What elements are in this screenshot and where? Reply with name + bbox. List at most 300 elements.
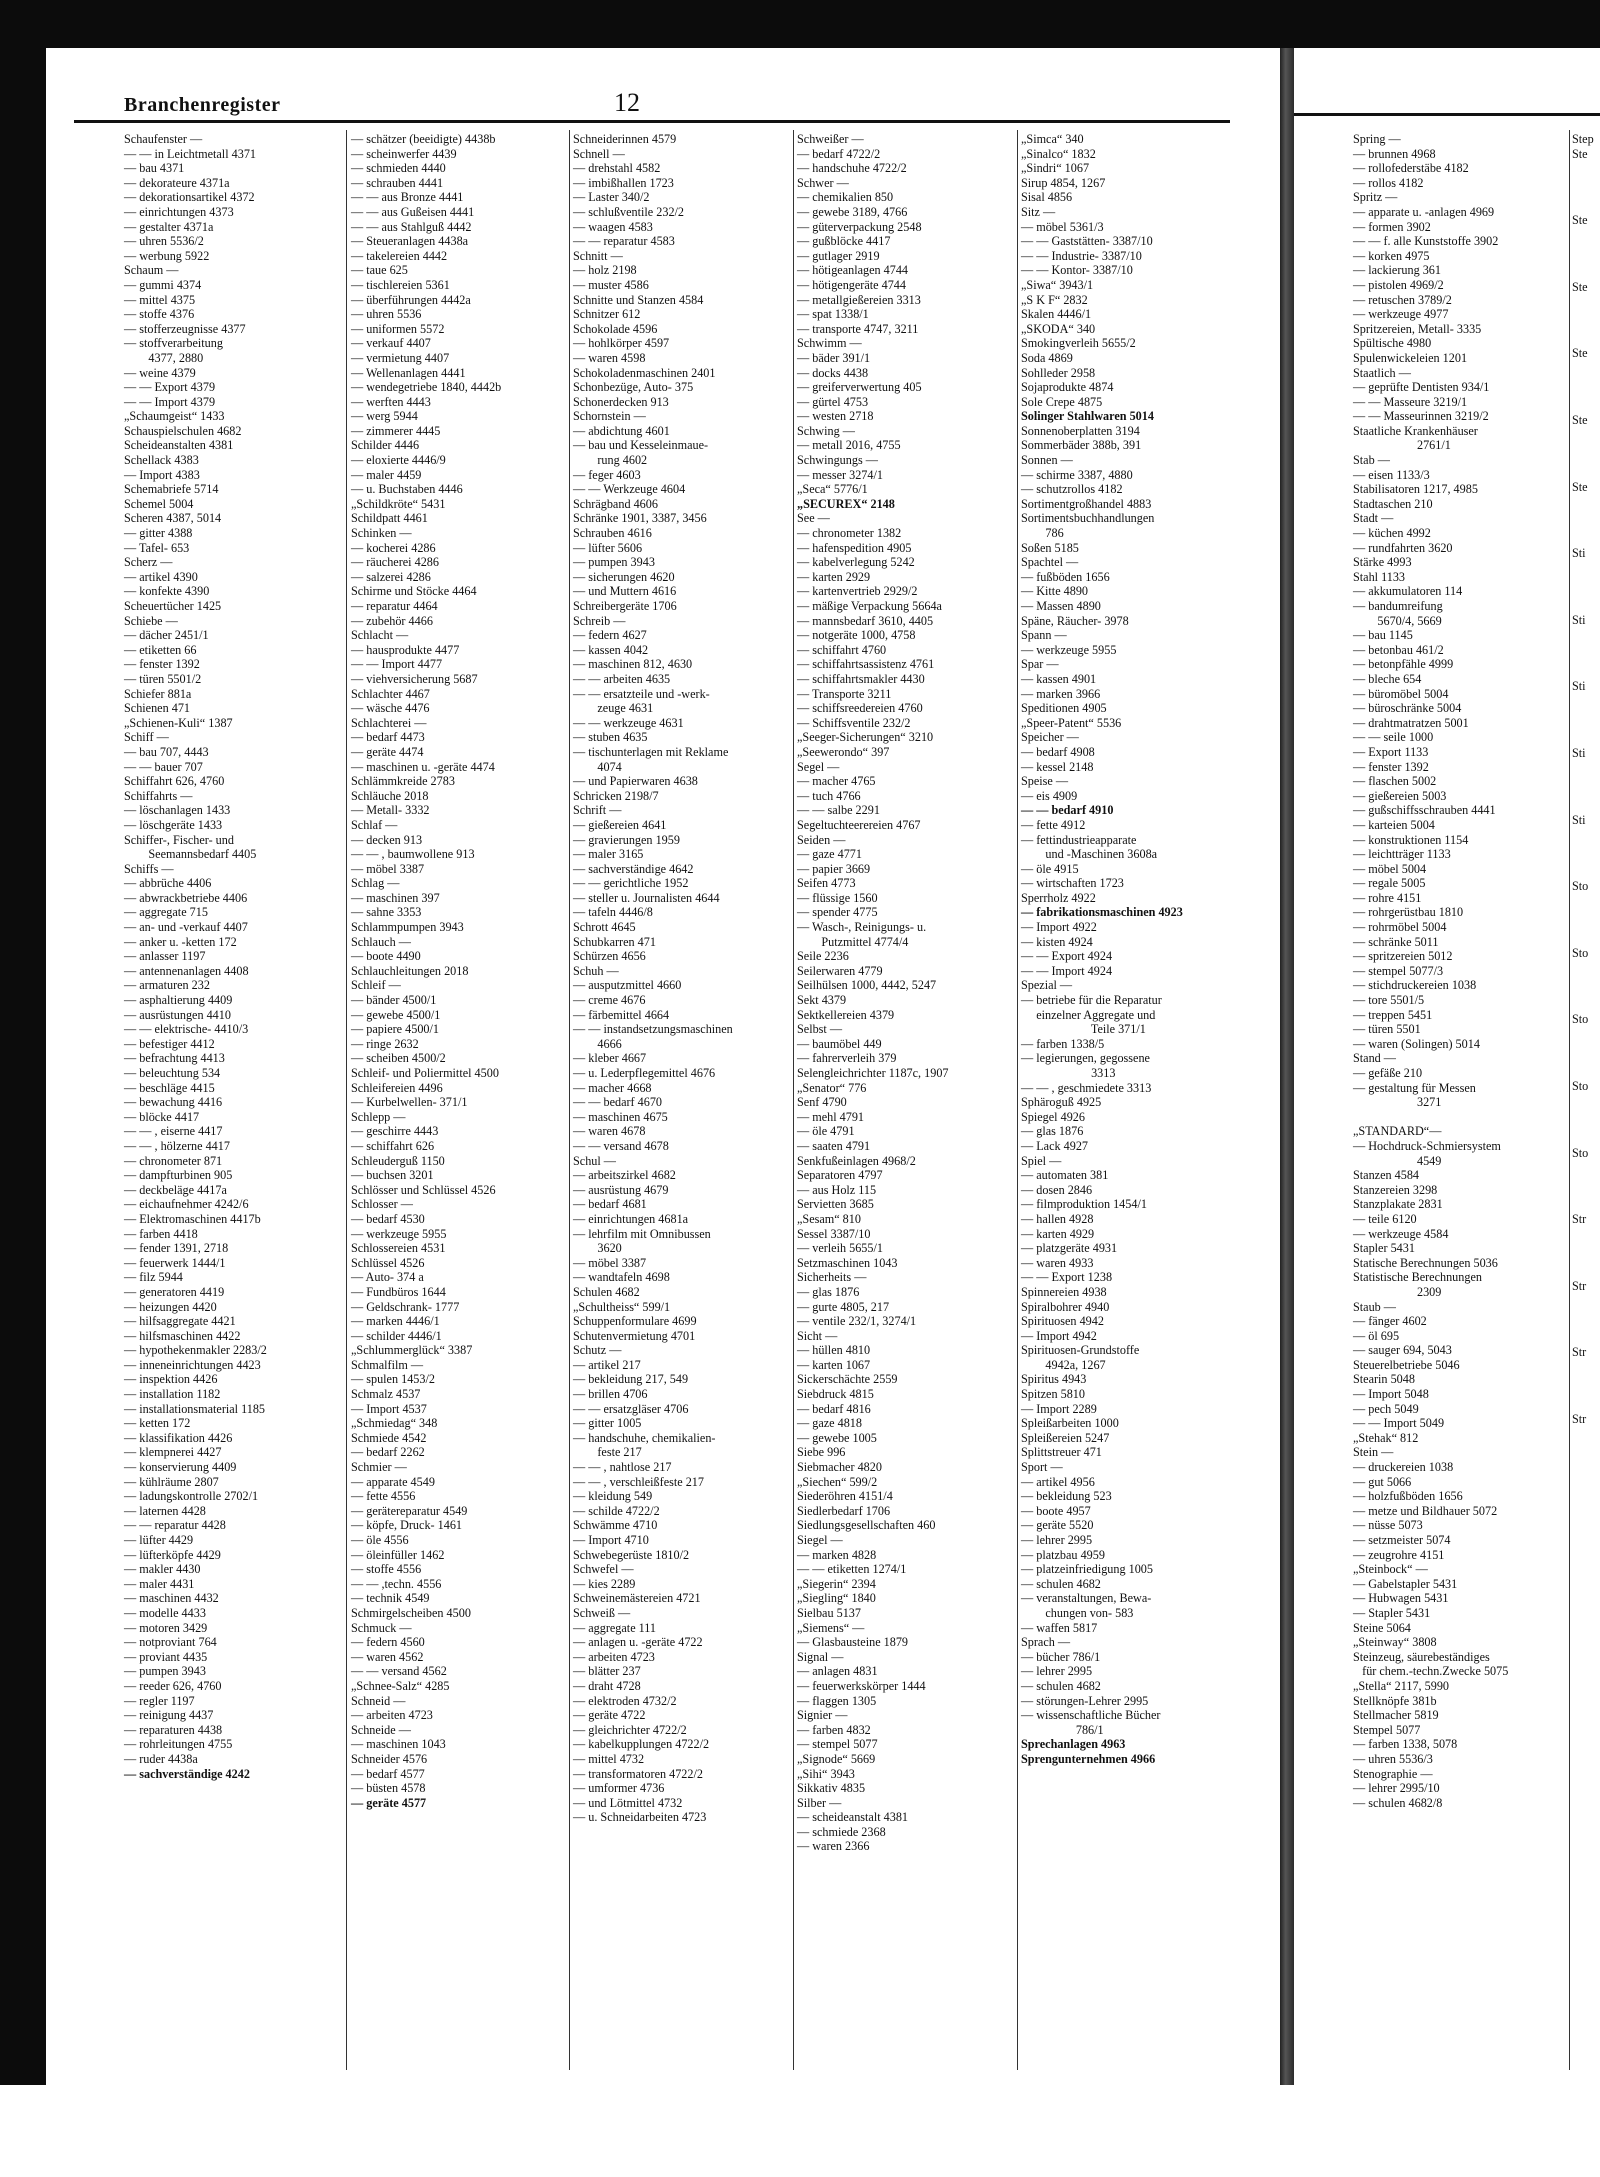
column-divider	[1569, 130, 1570, 2070]
index-entry: — spender 4775	[797, 905, 878, 920]
index-entry: — handschuhe 4722/2	[797, 161, 907, 176]
index-entry: — öle 4556	[351, 1533, 409, 1547]
index-entry: — küchen 4992	[1353, 526, 1431, 541]
index-entry: „Simca“ 340	[1021, 132, 1084, 146]
index-entry: Schiffahrt 626, 4760	[124, 774, 225, 789]
index-entry: — klempnerei 4427	[124, 1445, 222, 1460]
index-entry: — eloxierte 4446/9	[351, 453, 446, 468]
index-entry: „Seewerondo“ 397	[797, 744, 890, 759]
index-entry: Spritzereien, Metall- 3335	[1353, 321, 1482, 336]
index-entry: „Speer-Patent“ 5536	[1021, 715, 1122, 730]
index-entry: Sole Crepe 4875	[1021, 394, 1103, 409]
index-entry: — — Export 1238	[1021, 1270, 1113, 1285]
index-entry: Sojaprodukte 4874	[1021, 380, 1114, 395]
index-entry: — schilde 4722/2	[573, 1503, 660, 1518]
index-entry: — boote 4490	[351, 949, 421, 964]
index-entry: — lüfter 4429	[124, 1533, 194, 1547]
index-entry: — kisten 4924	[1021, 934, 1093, 949]
index-entry: — konstruktionen 1154	[1353, 832, 1469, 847]
index-entry: — farben 1338/5	[1021, 1036, 1105, 1051]
index-entry: und -Maschinen 3608a	[1021, 847, 1158, 862]
index-entry: — hafenspedition 4905	[797, 540, 912, 555]
index-entry: — Transporte 3211	[797, 686, 892, 701]
index-entry: „Schildkröte“ 5431	[351, 496, 446, 511]
index-entry-partial: Str	[1572, 1278, 1587, 1293]
index-entry: Schlossereien 4531	[351, 1241, 446, 1256]
index-entry: Sicht —	[797, 1328, 838, 1343]
index-entry: — gurte 4805, 217	[797, 1299, 890, 1314]
index-entry: Schmalfilm —	[351, 1357, 424, 1372]
index-entry: — kabelverlegung 5242	[797, 555, 915, 570]
index-entry: — takelereien 4442	[351, 248, 448, 263]
index-entry-partial: Sto	[1572, 1078, 1589, 1093]
index-entry: — schulen 4682	[1021, 1576, 1101, 1591]
index-entry: Stanzen 4584	[1353, 1168, 1420, 1183]
index-entry: — — arbeiten 4635	[573, 671, 671, 686]
index-entry: — regale 5005	[1353, 876, 1426, 891]
index-entry: — und Papierwaren 4638	[573, 774, 698, 789]
index-entry: — Kurbelwellen- 371/1	[351, 1095, 468, 1110]
index-entry: — scheideanstalt 4381	[797, 1810, 909, 1825]
index-entry: — transporte 4747, 3211	[797, 321, 919, 336]
index-entry: — überführungen 4442a	[351, 292, 471, 307]
index-entry: — holz 2198	[573, 263, 637, 278]
index-entry-partial: Ste	[1572, 412, 1588, 427]
index-entry: — betonpfähle 4999	[1353, 657, 1454, 672]
index-entry: — leichtträger 1133	[1353, 847, 1451, 862]
index-entry: — hüllen 4810	[797, 1343, 871, 1358]
index-entry: — und Muttern 4616	[573, 584, 677, 599]
index-entry: — dosen 2846	[1021, 1182, 1093, 1197]
index-entry: — rohre 4151	[1353, 890, 1422, 905]
index-entry: — — werkzeuge 4631	[573, 715, 684, 730]
index-entry: — — bedarf 4910	[1021, 803, 1114, 818]
index-entry: Soßen 5185	[1021, 540, 1079, 555]
index-entry: — bücher 786/1	[1021, 1649, 1101, 1664]
scan-left-border	[0, 0, 46, 2177]
index-entry: — feuerwerk 1444/1	[124, 1255, 226, 1270]
index-entry: — rohrmöbel 5004	[1353, 920, 1447, 935]
index-entry: Schnell —	[573, 146, 625, 161]
index-entry: — artikel 4390	[124, 569, 198, 584]
index-entry: Selengleichrichter 1187c, 1907	[797, 1066, 949, 1080]
index-entry: Sekt 4379	[797, 993, 847, 1008]
index-entry: — hausprodukte 4477	[351, 642, 460, 657]
index-entry: Schmalz 4537	[351, 1387, 421, 1402]
index-entry: Schürzen 4656	[573, 949, 646, 964]
index-entry: — — Import 5049	[1353, 1416, 1445, 1431]
index-entry: Schutenvermietung 4701	[573, 1328, 696, 1343]
index-entry: — fette 4556	[351, 1489, 416, 1504]
index-entry: — bau 4371	[124, 161, 185, 176]
index-entry: — kartenvertrieb 2929/2	[797, 584, 918, 599]
index-entry: — wirtschaften 1723	[1021, 876, 1124, 891]
index-entry: — rollos 4182	[1353, 175, 1424, 190]
index-entry: Schlaf —	[351, 817, 398, 832]
index-entry: Schlösser und Schlüssel 4526	[351, 1182, 496, 1197]
scan-bottom-margin	[0, 2085, 1600, 2177]
index-entry: — schätzer (beeidigte) 4438b	[351, 132, 496, 146]
index-entry: — bedarf 4577	[351, 1766, 425, 1781]
index-entry: — hallen 4928	[1021, 1211, 1094, 1226]
index-entry: — transformatoren 4722/2	[573, 1766, 703, 1781]
index-entry: Silber —	[797, 1795, 842, 1810]
index-entry: Schweiß —	[573, 1605, 631, 1620]
index-entry: — gewebe 4500/1	[351, 1007, 441, 1022]
index-entry: — maschinen 1043	[351, 1737, 446, 1752]
index-entry: — gießereien 4641	[573, 817, 667, 832]
index-entry: für chem.-techn.Zwecke 5075	[1353, 1664, 1509, 1679]
index-entry: Schiebe —	[124, 613, 178, 628]
index-entry	[1353, 1110, 1588, 1125]
index-entry: — brunnen 4968	[1353, 146, 1436, 161]
index-entry: Schulen 4682	[573, 1284, 640, 1299]
index-entry: Scheideanstalten 4381	[124, 438, 234, 453]
index-entry: — maschinen 812, 4630	[573, 657, 693, 672]
index-entry: — reinigung 4437	[124, 1708, 214, 1723]
index-entry: — federn 4627	[573, 628, 647, 643]
index-entry: — kocherei 4286	[351, 540, 436, 555]
index-entry: — heizungen 4420	[124, 1299, 217, 1314]
index-entry: — Import 5048	[1353, 1387, 1429, 1402]
index-entry: — antennenanlagen 4408	[124, 963, 249, 978]
index-entry: Sommerbäder 388b, 391	[1021, 438, 1142, 453]
index-entry: Stenographie —	[1353, 1766, 1433, 1781]
index-entry: — werkzeuge 4977	[1353, 307, 1449, 322]
index-entry: — — Werkzeuge 4604	[573, 482, 686, 497]
index-entry: Schornstein —	[573, 409, 646, 424]
index-entry: — und Lötmittel 4732	[573, 1795, 683, 1810]
index-entry: — regler 1197	[124, 1693, 195, 1708]
index-entry: Schrott 4645	[573, 920, 636, 935]
index-entry: „Schmiedag“ 348	[351, 1416, 438, 1431]
index-entry: — ketten 172	[124, 1416, 191, 1431]
index-entry: Teile 371/1	[1021, 1022, 1146, 1037]
index-entry: Stahl 1133	[1353, 569, 1406, 584]
index-entry: Spitzen 5810	[1021, 1387, 1085, 1402]
index-entry: — wissenschaftliche Bücher	[1021, 1708, 1161, 1723]
index-entry: Schrift —	[573, 803, 622, 818]
index-entry: Schlachter 4467	[351, 686, 430, 701]
index-entry: — Kitte 4890	[1021, 584, 1089, 599]
index-entry: — türen 5501	[1353, 1022, 1421, 1037]
index-entry: Sperrholz 4922	[1021, 890, 1096, 905]
index-entry: Schlepp —	[351, 1109, 406, 1124]
index-entry: — glas 1876	[797, 1284, 860, 1299]
index-entry: — uhren 5536/2	[124, 234, 204, 249]
index-entry: — sauger 694, 5043	[1353, 1343, 1452, 1358]
index-entry-partial: Sto	[1572, 945, 1589, 960]
index-entry: Schildpatt 4461	[351, 511, 428, 526]
index-entry-partial: Sti	[1572, 546, 1586, 561]
index-entry: Stapler 5431	[1353, 1241, 1415, 1256]
index-entry: Siedlerbedarf 1706	[797, 1503, 891, 1518]
index-entry: — bedarf 4908	[1021, 744, 1095, 759]
index-entry: — Auto- 374 a	[351, 1270, 424, 1285]
index-entry: Spachtel —	[1021, 555, 1079, 570]
index-entry: — türen 5501/2	[124, 671, 202, 686]
index-entry: 4549	[1353, 1153, 1442, 1168]
index-entry: — öl 695	[1353, 1328, 1400, 1343]
index-entry: Sohlleder 2958	[1021, 365, 1096, 380]
index-entry: Spiel —	[1021, 1153, 1062, 1168]
index-entry: Schneiderinnen 4579	[573, 132, 677, 146]
index-entry: — etiketten 66	[124, 642, 197, 657]
index-entry: 4666	[573, 1036, 622, 1051]
index-entry: — tafeln 4446/8	[573, 905, 653, 920]
index-entry: — Steueranlagen 4438a	[351, 234, 469, 249]
index-entry-partial: Ste	[1572, 146, 1588, 161]
index-entry: — bedarf 4722/2	[797, 146, 881, 161]
index-entry: — Geldschrank- 1777	[351, 1299, 460, 1314]
index-entry: Schiffs —	[124, 861, 174, 876]
page-title: Branchenregister	[124, 94, 281, 116]
index-entry: Schiffahrts —	[124, 788, 193, 803]
index-entry-partial: Sti	[1572, 612, 1586, 627]
index-entry: Schiff —	[124, 730, 169, 745]
index-entry: — — bauer 707	[124, 759, 203, 774]
index-entry: — — bedarf 4670	[573, 1095, 663, 1110]
index-entry: Schilder 4446	[351, 438, 420, 453]
index-entry-partial: Ste	[1572, 279, 1588, 294]
index-entry: — — Import 4924	[1021, 963, 1113, 978]
index-entry: Sonnen —	[1021, 453, 1073, 468]
index-entry: — spritzereien 5012	[1353, 949, 1453, 964]
index-entry: — lüfterköpfe 4429	[124, 1547, 221, 1562]
index-entry: Schrauben 4616	[573, 526, 652, 541]
index-entry: — — seile 1000	[1353, 730, 1434, 745]
index-entry: Sprengunternehmen 4966	[1021, 1751, 1156, 1766]
index-entry: — befestiger 4412	[124, 1036, 215, 1051]
index-entry: — hypothekenmakler 2283/2	[124, 1343, 267, 1358]
index-entry: — chronometer 1382	[797, 526, 902, 541]
index-entry: — salzerei 4286	[351, 569, 431, 584]
index-entry: chungen von- 583	[1021, 1605, 1134, 1620]
index-entry: — apparate u. -anlagen 4969	[1353, 204, 1495, 219]
index-entry: — Massen 4890	[1021, 599, 1101, 613]
index-entry: — feuerwerkskörper 1444	[797, 1678, 926, 1693]
index-entry: Separatoren 4797	[797, 1168, 883, 1183]
index-entry: — macher 4668	[573, 1080, 652, 1095]
index-entry: — messer 3274/1	[797, 467, 883, 482]
index-entry: — hilfsmaschinen 4422	[124, 1328, 241, 1343]
index-entry: — bandumreifung	[1353, 599, 1443, 613]
index-entry: — geprüfte Dentisten 934/1	[1353, 380, 1490, 395]
index-entry: Sitz —	[1021, 204, 1056, 219]
index-entry: — schränke 5011	[1353, 934, 1439, 949]
index-entry: Stellknöpfe 381b	[1353, 1693, 1437, 1708]
index-entry: Sortimentsbuchhandlungen	[1021, 511, 1155, 526]
index-entry: Schwebegerüste 1810/2	[573, 1547, 690, 1562]
index-entry: — spulen 1453/2	[351, 1372, 435, 1387]
index-entry-partial: Sti	[1572, 812, 1586, 827]
index-entry: — — Export 4924	[1021, 949, 1113, 964]
index-entry: — schulen 4682/8	[1353, 1795, 1443, 1810]
index-entry: Spezial —	[1021, 978, 1073, 993]
index-entry: — inspektion 4426	[124, 1372, 218, 1387]
index-entry: — schrauben 4441	[351, 175, 444, 190]
index-entry: Sport —	[1021, 1460, 1063, 1475]
index-entry: See —	[797, 511, 830, 526]
index-entry: Schutz —	[573, 1343, 622, 1358]
index-entry: — — Import 4477	[351, 657, 443, 672]
index-entry: — tischunterlagen mit Reklame	[573, 744, 729, 759]
index-entry: — veranstaltungen, Bewa-	[1021, 1591, 1152, 1606]
index-entry: — notgeräte 1000, 4758	[797, 628, 916, 643]
index-entry: — pumpen 3943	[124, 1664, 206, 1679]
index-entry: — büsten 4578	[351, 1781, 426, 1796]
index-entry: Sicherheits —	[797, 1270, 867, 1285]
index-entry: Sortimentgroßhandel 4883	[1021, 496, 1152, 511]
index-entry: — taue 625	[351, 263, 408, 278]
index-entry: — vermietung 4407	[351, 350, 450, 365]
index-entry: — schmieden 4440	[351, 161, 446, 176]
index-entry: Schauspielschulen 4682	[124, 423, 242, 438]
index-entry: — teile 6120	[1353, 1211, 1417, 1226]
index-entry: — armaturen 232	[124, 978, 210, 993]
index-entry: — blöcke 4417	[124, 1109, 200, 1124]
index-entry: — greiferverwertung 405	[797, 380, 922, 395]
index-entry: — abdichtung 4601	[573, 423, 670, 438]
index-entry: — schiffahrt 626	[351, 1138, 435, 1153]
index-entry: Schleifereien 4496	[351, 1080, 443, 1095]
index-entry: Stanzplakate 2831	[1353, 1197, 1443, 1212]
index-entry: Schmuck —	[351, 1620, 412, 1635]
index-entry: Schokolade 4596	[573, 321, 658, 336]
index-entry: Sirup 4854, 1267	[1021, 175, 1106, 190]
index-entry: — werkzeuge 5955	[1021, 642, 1117, 657]
index-entry: — schmiede 2368	[797, 1824, 886, 1839]
index-entry: — u. Schneidarbeiten 4723	[573, 1810, 707, 1825]
index-entry: — mannsbedarf 3610, 4405	[797, 613, 934, 628]
index-entry: — modelle 4433	[124, 1605, 206, 1620]
index-entry: Sickerschächte 2559	[797, 1372, 898, 1387]
index-entry: Spiralbohrer 4940	[1021, 1299, 1110, 1314]
index-entry: — marken 4828	[797, 1547, 877, 1562]
index-entry: — artikel 217	[573, 1357, 641, 1372]
index-entry: — generatoren 4419	[124, 1284, 225, 1299]
index-entry: — proviant 4435	[124, 1649, 208, 1664]
index-entry: — — versand 4678	[573, 1138, 669, 1153]
index-entry-partial: Sti	[1572, 679, 1586, 694]
column-divider	[346, 130, 347, 2070]
index-column-2	[351, 132, 566, 1810]
index-entry: — Fundbüros 1644	[351, 1284, 446, 1299]
index-entry: 786	[1021, 526, 1064, 541]
index-entry: — Elektromaschinen 4417b	[124, 1211, 261, 1226]
index-entry: — gaze 4818	[797, 1416, 862, 1431]
index-entry: Seifen 4773	[797, 876, 856, 891]
index-entry: — werbung 5922	[124, 248, 210, 263]
index-entry: — Glasbausteine 1879	[797, 1635, 909, 1650]
index-entry: — druckereien 1038	[1353, 1460, 1454, 1475]
index-entry: — maler 3165	[573, 847, 644, 862]
index-entry: Schiffer-, Fischer- und	[124, 832, 234, 847]
index-entry: — maler 4459	[351, 467, 422, 482]
index-entry: Schweißer —	[797, 132, 864, 146]
index-entry: — stichdruckereien 1038	[1353, 978, 1477, 993]
index-entry: — flaggen 1305	[797, 1693, 877, 1708]
index-entry: Schiefer 881a	[124, 686, 192, 701]
index-entry: — hötigengeräte 4744	[797, 277, 906, 292]
index-entry: „Sindri“ 1067	[1021, 161, 1090, 176]
index-entry: — tischlereien 5361	[351, 277, 450, 292]
index-entry: — werg 5944	[351, 409, 418, 424]
index-entry: Schlüssel 4526	[351, 1255, 425, 1270]
index-entry: — — reparatur 4428	[124, 1518, 226, 1533]
index-entry: — scheiben 4500/2	[351, 1051, 446, 1066]
index-entry: — — Masseurinnen 3219/2	[1353, 409, 1489, 424]
index-entry: — laternen 4428	[124, 1503, 206, 1518]
index-entry: Scheren 4387, 5014	[124, 511, 222, 526]
index-entry: — gestalter 4371a	[124, 219, 214, 234]
index-entry: — rundfahrten 3620	[1353, 540, 1453, 555]
index-entry: — an- und -verkauf 4407	[124, 920, 248, 935]
index-entry: — chemikalien 850	[797, 190, 894, 205]
index-entry: — Lack 4927	[1021, 1138, 1089, 1153]
index-entry: — gerätereparatur 4549	[351, 1503, 468, 1518]
index-entry: — gießereien 5003	[1353, 788, 1447, 803]
index-entry: — dekorateure 4371a	[124, 175, 230, 190]
index-entry: — konservierung 4409	[124, 1460, 237, 1475]
index-entry: — — Masseure 3219/1	[1353, 394, 1468, 409]
index-entry: Sisal 4856	[1021, 190, 1073, 205]
index-entry: — bedarf 4816	[797, 1401, 871, 1416]
index-entry: Schläuche 2018	[351, 788, 429, 803]
index-entry: „Seeger-Sicherungen“ 3210	[797, 730, 934, 745]
index-entry: — lüfter 5606	[573, 540, 643, 555]
index-entry: Skalen 4446/1	[1021, 307, 1092, 322]
index-entry: Schränke 1901, 3387, 3456	[573, 511, 707, 526]
index-entry: — — aus Gußeisen 4441	[351, 204, 475, 219]
index-entry: — wendegetriebe 1840, 4442b	[351, 380, 502, 395]
index-entry: — Gabelstapler 5431	[1353, 1576, 1458, 1591]
index-entry: — kessel 2148	[1021, 759, 1094, 774]
index-entry: — lehrer 2995	[1021, 1664, 1093, 1679]
index-entry: Stabilisatoren 1217, 4985	[1353, 482, 1478, 497]
index-entry: — waren 4933	[1021, 1255, 1094, 1270]
index-entry: — klassifikation 4426	[124, 1430, 233, 1445]
index-entry: — kühlräume 2807	[124, 1474, 219, 1489]
index-entry: 4074	[573, 759, 622, 774]
index-entry: „Steinway“ 3808	[1353, 1635, 1437, 1650]
index-entry: — bedarf 4473	[351, 730, 425, 745]
index-entry: — ladungskontrolle 2702/1	[124, 1489, 259, 1504]
index-entry: zeuge 4631	[573, 701, 654, 716]
index-entry: Schneide —	[351, 1722, 411, 1737]
index-entry: — maschinen 397	[351, 890, 440, 905]
index-entry: Stadt —	[1353, 511, 1394, 526]
index-entry: Soda 4869	[1021, 350, 1073, 365]
index-entry: — störungen-Lehrer 2995	[1021, 1693, 1149, 1708]
index-entry: — köpfe, Druck- 1461	[351, 1518, 463, 1533]
index-entry: Schneid —	[351, 1693, 406, 1708]
index-entry: — karten 4929	[1021, 1226, 1095, 1241]
index-entry: Schnitzer 612	[573, 307, 641, 322]
index-entry: feste 217	[573, 1445, 642, 1460]
index-entry: — schutzrollos 4182	[1021, 482, 1123, 497]
index-entry: — sachverständige 4242	[124, 1766, 250, 1781]
index-entry: — kies 2289	[573, 1576, 636, 1591]
index-entry: — formen 3902	[1353, 219, 1431, 234]
index-entry: — fänger 4602	[1353, 1314, 1427, 1329]
index-entry: Schonerdecken 913	[573, 394, 669, 409]
index-entry: — apparate 4549	[351, 1474, 435, 1489]
index-entry: — Wasch-, Reinigungs- u.	[797, 920, 927, 935]
column-divider	[569, 130, 570, 2070]
index-entry: — ausrüstung 4679	[573, 1182, 669, 1197]
index-entry: Staub —	[1353, 1299, 1396, 1314]
